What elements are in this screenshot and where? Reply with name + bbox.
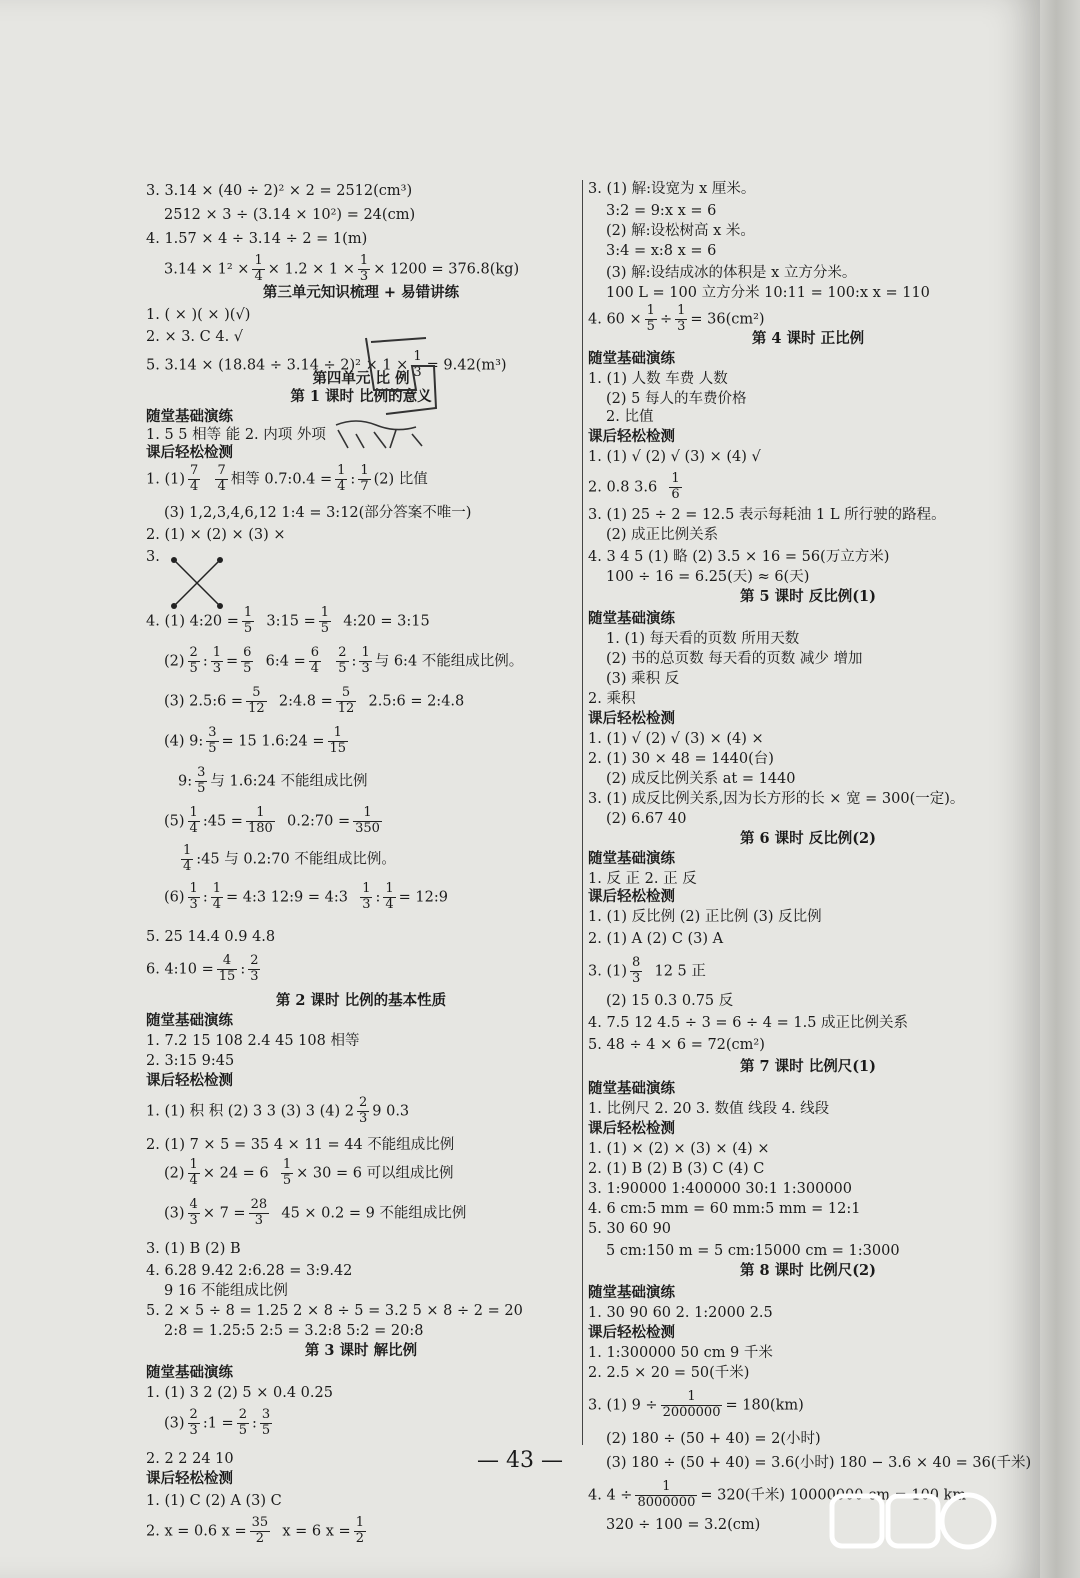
answer-line: 2. (1) B (2) B (3) C (4) C [588,1161,765,1177]
answer-line: 5 cm:150 m = 5 cm:15000 cm = 1:3000 [606,1243,900,1259]
answer-line: 2:8 = 1.25:5 2:5 = 3.2:8 5:2 = 20:8 [164,1323,424,1339]
answer-line: 3. 1:90000 1:400000 30:1 1:300000 [588,1181,852,1197]
answer-line: (3) 解:设结成冰的体积是 x 立方分米。 [606,265,857,281]
answer-line: 1. (1) 每天看的页数 所用天数 [606,631,800,647]
fraction: $\frac{2}{3}$ [189,1407,198,1438]
answer-line: 1. ( × )( × )(√) [146,307,251,323]
subsection-heading: 课后轻松检测 [146,444,233,461]
fraction: $\frac{4}{3}$ [189,1197,198,1228]
answer-line: 5. 30 60 90 [588,1221,672,1237]
fraction: $\frac{1}{3}$ [189,881,198,912]
subsection-heading: 随堂基础演练 [146,1364,233,1381]
fraction: $\frac{1}{180}$ [247,805,273,836]
fraction: $\frac{7}{4}$ [189,463,199,494]
answer-line: 1. (1) √ (2) √ (3) × (4) √ [588,449,761,465]
fraction: $\frac{1}{8000000}$ [637,1479,696,1510]
subsection-heading: 课后轻松检测 [588,428,675,445]
answer-line: (3) $\frac{2}{3}$ :1 = $\frac{2}{5}$ : $\frac{3}{5}$ [164,1407,271,1438]
answer-line: 1. 7.2 15 108 2.4 45 108 相等 [146,1033,360,1049]
fraction: $\frac{1}{15}$ [329,725,347,756]
answer-line: 100 L = 100 立方分米 10:11 = 100:x x = 110 [606,285,930,301]
answer-line: 1. (1) √ (2) √ (3) × (4) × [588,731,764,747]
answer-line: 2. 0.8 3.6 $\frac{1}{6}$ [588,471,680,502]
subsection-heading: 随堂基础演练 [588,350,675,367]
answer-line: 1. 1:300000 50 cm 9 千米 [588,1345,773,1361]
fraction: $\frac{1}{4}$ [212,881,221,912]
lesson-heading: 第 1 课时 比例的意义 [290,388,432,405]
answer-line: 5. 3.14 × (18.84 ÷ 3.14 ÷ 2)² × 1 × $\frac{1}{3}$ = 9.42(m³) [146,349,507,380]
answer-line: (2) 180 ÷ (50 + 40) = 2(小时) [606,1431,821,1447]
answer-line: 1. (1) C (2) A (3) C [146,1493,282,1509]
answer-line: (2) 5 每人的车费价格 [606,391,747,407]
subsection-heading: 课后轻松检测 [588,888,675,905]
answer-line: (2) 成正比例关系 [606,527,719,543]
fraction: $\frac{2}{5}$ [338,645,347,676]
answer-line: 2512 × 3 ÷ (3.14 × 10²) = 24(cm) [164,207,416,223]
answer-line: 2. 2 2 24 10 [146,1451,234,1467]
fraction: $\frac{1}{4}$ [189,805,198,836]
answer-line: (2) 6.67 40 [606,811,687,827]
answer-line: 4. 4 ÷ $\frac{1}{8000000}$ = 320(千米) 10000000 cm = 100 km [588,1479,967,1510]
fraction: $\frac{1}{2}$ [355,1515,364,1546]
answer-line: 9 16 不能组成比例 [164,1283,288,1299]
answer-line: (5) $\frac{1}{4}$ :45 = $\frac{1}{180}$ 0.2:70 = $\frac{1}{350}$ [164,805,380,836]
subsection-heading: 随堂基础演练 [588,1080,675,1097]
answer-line: 4. 6.28 9.42 2:6.28 = 3:9.42 [146,1263,353,1279]
answer-line: 3. (1) 25 ÷ 2 = 12.5 表示每耗油 1 L 所行驶的路程。 [588,507,946,523]
answer-line: 5. 2 × 5 ÷ 8 = 1.25 2 × 8 ÷ 5 = 3.2 5 × 8 ÷ 2 = 20 [146,1303,523,1319]
fraction: $\frac{1}{4}$ [189,1157,198,1188]
answer-line: 3. (1) $\frac{8}{3}$ 12 5 正 [588,955,706,986]
answer-line: 1. (1) 反比例 (2) 正比例 (3) 反比例 [588,909,822,925]
answer-line: 1. (1) 3 2 (2) 5 × 0.4 0.25 [146,1385,333,1401]
subsection-heading: 课后轻松检测 [588,710,675,727]
fraction: $\frac{1}{3}$ [362,881,371,912]
fraction: $\frac{35}{2}$ [251,1515,269,1546]
answer-line: 3:4 = x:8 x = 6 [606,243,717,259]
answer-line: 3. (1) 9 ÷ $\frac{1}{2000000}$ = 180(km) [588,1389,804,1420]
answer-line: (2) $\frac{2}{5}$ : $\frac{1}{3}$ = $\frac{6}{5}$ 6:4 = $\frac{6}{4}$ $\frac{2}{5}$ : $\frac{1}{3}$ 与 6:4 不能组成比例。 [164,645,524,676]
answer-line: 4. 1.57 × 4 ÷ 3.14 ÷ 2 = 1(m) [146,231,368,247]
lesson-heading: 第 2 课时 比例的基本性质 [275,992,447,1009]
answer-line: 2. × 3. C 4. √ [146,329,244,345]
answer-line: 9: $\frac{3}{5}$ 与 1.6:24 不能组成比例 [178,765,368,796]
answer-line: 4. 3 4 5 (1) 略 (2) 3.5 × 16 = 56(万立方米) [588,549,890,565]
answer-line: 2. 2.5 × 20 = 50(千米) [588,1365,750,1381]
answer-line: 4. 7.5 12 4.5 ÷ 3 = 6 ÷ 4 = 1.5 成正比例关系 [588,1015,909,1031]
fraction: $\frac{1}{3}$ [413,349,422,380]
fraction: $\frac{1}{2000000}$ [662,1389,721,1420]
answer-line: 1. 5 5 相等 能 2. 内项 外项 [146,427,326,443]
fraction: $\frac{1}{4}$ [385,881,394,912]
unit-heading: 第四单元 比 例 [312,370,410,387]
answer-line: $\frac{1}{4}$ :45 与 0.2:70 不能组成比例。 [183,843,396,874]
fraction: $\frac{1}{5}$ [243,605,253,636]
fraction: $\frac{1}{4}$ [254,253,263,284]
answer-line: (2) 解:设松树高 x 米。 [606,223,755,239]
answer-line: 3.14 × 1² × $\frac{1}{4}$ × 1.2 × 1 × $\frac{1}{3}$ × 1200 = 376.8(kg) [164,253,520,284]
answer-line: 3. (1) B (2) B [146,1241,241,1257]
subsection-heading: 课后轻松检测 [588,1324,675,1341]
answer-line: 100 ÷ 16 = 6.25(天) ≈ 6(天) [606,569,810,585]
answer-line: 2. x = 0.6 x = $\frac{35}{2}$ x = 6 x = $\frac{1}{2}$ [146,1515,364,1546]
answer-line: 2. (1) 30 × 48 = 1440(台) [588,751,774,767]
fraction: $\frac{1}{3}$ [361,645,370,676]
fraction: $\frac{4}{15}$ [218,953,236,984]
lesson-heading: 第 3 课时 解比例 [304,1342,418,1359]
answer-line: (2) 书的总页数 每天看的页数 减少 增加 [606,651,863,667]
answer-line: (6) $\frac{1}{3}$ : $\frac{1}{4}$ = 4:3 12:9 = 4:3 $\frac{1}{3}$ : $\frac{1}{4}$ = 12:9 [164,881,448,912]
answer-line: 320 ÷ 100 = 3.2(cm) [606,1517,761,1533]
fraction: $\frac{1}{4}$ [337,463,346,494]
answer-line: 5. 48 ÷ 4 × 6 = 72(cm²) [588,1037,765,1053]
answer-line: (3) 1,2,3,4,6,12 1:4 = 3:12(部分答案不唯一) [164,505,472,521]
answer-line: 2. 3:15 9:45 [146,1053,235,1069]
subsection-heading: 随堂基础演练 [588,1284,675,1301]
fraction: $\frac{6}{4}$ [310,645,320,676]
book-spine-edge [1040,0,1080,1578]
fraction: $\frac{1}{3}$ [677,303,686,334]
subsection-heading: 随堂基础演练 [146,408,233,425]
answer-line: 1. (1) 人数 车费 人数 [588,371,728,387]
fraction: $\frac{5}{12}$ [248,685,265,716]
fraction: $\frac{1}{4}$ [183,843,192,874]
page-number: — 43 — [477,1448,563,1473]
answer-line: 2. 乘积 [588,691,636,707]
fraction: $\frac{8}{3}$ [631,955,641,986]
fraction: $\frac{3}{5}$ [208,725,217,756]
answer-line: (4) 9: $\frac{3}{5}$ = 15 1.6:24 = $\frac{1}{15}$ [164,725,347,756]
answer-line: 1. 比例尺 2. 20 3. 数值 线段 4. 线段 [588,1101,830,1117]
answer-line: 4. 60 × $\frac{1}{5}$ ÷ $\frac{1}{3}$ = 36(cm²) [588,303,765,334]
fraction: $\frac{1}{350}$ [355,805,380,836]
answer-line: 1. 反 正 2. 正 反 [588,871,697,887]
subsection-heading: 随堂基础演练 [588,850,675,867]
fraction: $\frac{3}{5}$ [197,765,206,796]
answer-line: (3) 乘积 反 [606,671,680,687]
fraction: $\frac{2}{3}$ [250,953,259,984]
fraction: $\frac{1}{6}$ [671,471,680,502]
fraction: $\frac{1}{5}$ [282,1157,292,1188]
answer-line: 4. 6 cm:5 mm = 60 mm:5 mm = 12:1 [588,1201,861,1217]
answer-line: 2. 比值 [606,409,654,425]
subsection-heading: 课后轻松检测 [588,1120,675,1137]
fraction: $\frac{1}{7}$ [360,463,369,494]
fraction: $\frac{1}{5}$ [320,605,330,636]
watermark-logo [828,1490,998,1570]
answer-line: 6. 4:10 = $\frac{4}{15}$ : $\frac{2}{3}$ [146,953,259,984]
fraction: $\frac{1}{3}$ [212,645,221,676]
fraction: $\frac{3}{5}$ [261,1407,271,1438]
answer-line: (2) $\frac{1}{4}$ × 24 = 6 $\frac{1}{5}$ × 30 = 6 可以组成比例 [164,1157,454,1188]
subsection-heading: 课后轻松检测 [146,1470,233,1487]
answer-line: (3) 2.5:6 = $\frac{5}{12}$ 2:4.8 = $\frac{5}{12}$ 2.5:6 = 2:4.8 [164,685,465,716]
answer-line: 3. [146,549,160,565]
answer-line: 1. (1) × (2) × (3) × (4) × [588,1141,770,1157]
answer-line: 5. 25 14.4 0.9 4.8 [146,929,276,945]
answer-line: (3) 180 ÷ (50 + 40) = 3.6(小时) 180 − 3.6 × 40 = 36(千米) [606,1455,1032,1471]
lesson-heading: 第 5 课时 反比例(1) [739,588,877,605]
answer-line: 3. (1) 成反比例关系,因为长方形的长 × 宽 = 300(一定)。 [588,791,965,807]
fraction: $\frac{7}{4}$ [217,463,226,494]
handwritten-scribble [316,330,456,460]
answer-line: 3:2 = 9:x x = 6 [606,203,717,219]
subsection-heading: 随堂基础演练 [146,1012,233,1029]
lesson-heading: 第 8 课时 比例尺(2) [739,1262,877,1279]
matching-lines-diagram [168,552,228,614]
answer-line: 3. 3.14 × (40 ÷ 2)² × 2 = 2512(cm³) [146,183,413,199]
answer-line: 2. (1) A (2) C (3) A [588,931,724,947]
answer-line: (3) $\frac{4}{3}$ × 7 = $\frac{28}{3}$ 45 × 0.2 = 9 不能组成比例 [164,1197,467,1228]
column-divider [582,180,583,1445]
section-heading: 第三单元知识梳理 + 易错讲练 [262,284,460,301]
subsection-heading: 课后轻松检测 [146,1072,233,1089]
fraction: $\frac{2}{3}$ [358,1095,368,1126]
fraction: $\frac{1}{5}$ [646,303,655,334]
fraction: $\frac{2}{5}$ [189,645,198,676]
fraction: $\frac{6}{5}$ [243,645,252,676]
fraction: $\frac{2}{5}$ [238,1407,247,1438]
answer-line: 2. (1) 7 × 5 = 35 4 × 11 = 44 不能组成比例 [146,1137,455,1153]
answer-line: 4. (1) 4:20 = $\frac{1}{5}$ 3:15 = $\frac{1}{5}$ 4:20 = 3:15 [146,605,430,636]
answer-line: 1. 30 90 60 2. 1:2000 2.5 [588,1305,773,1321]
lesson-heading: 第 6 课时 反比例(2) [739,830,877,847]
lesson-heading: 第 7 课时 比例尺(1) [739,1058,877,1075]
answer-line: (2) 成反比例关系 at = 1440 [606,771,796,787]
subsection-heading: 随堂基础演练 [588,610,675,627]
answer-line: (2) 15 0.3 0.75 反 [606,993,734,1009]
fraction: $\frac{5}{12}$ [337,685,355,716]
answer-line: 1. (1) 积 积 (2) 3 3 (3) 3 (4) 2 $\frac{2}{3}$ 9 0.3 [146,1095,410,1126]
answer-line: 1. (1) $\frac{7}{4}$ $\frac{7}{4}$ 相等 0.7:0.4 = $\frac{1}{4}$ : $\frac{1}{7}$ (2) 比值 [146,463,428,494]
answer-line: 2. (1) × (2) × (3) × [146,527,286,543]
answer-line: 3. (1) 解:设宽为 x 厘米。 [588,181,756,197]
fraction: $\frac{28}{3}$ [250,1197,268,1228]
fraction: $\frac{1}{3}$ [359,253,369,284]
lesson-heading: 第 4 课时 正比例 [751,330,865,347]
